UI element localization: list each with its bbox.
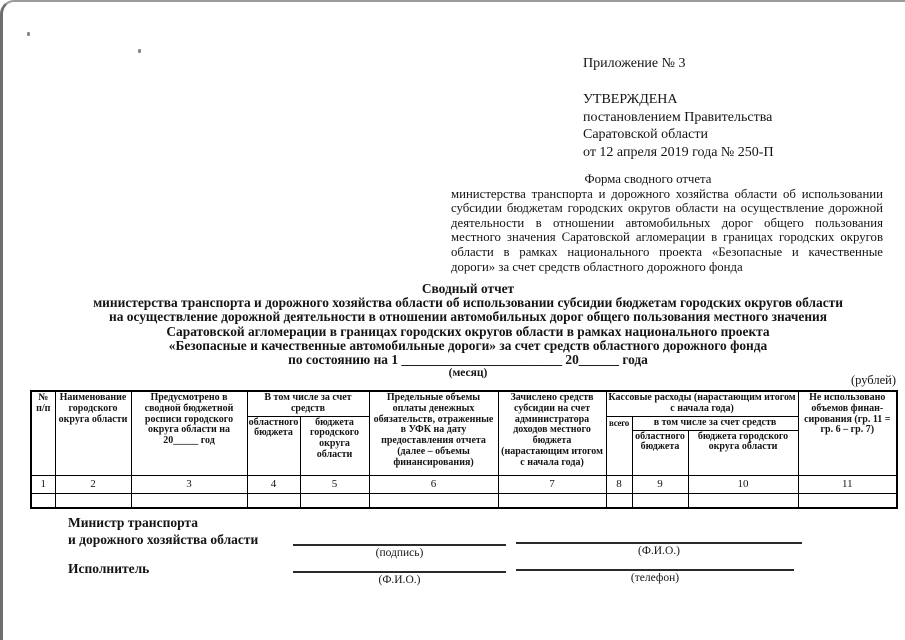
empty-cell [247,493,300,508]
col-header-credited: Зачислено средств субсидии на счет администратора доходов местного бюджета (нарастающим итогом с начала года) [498,391,606,475]
empty-cell [632,493,688,508]
report-title-line: на осуществление дорожной деятельности в отношении автомобильных дорог общего пользования местного значения [108,309,828,325]
approval-line: от 12 апреля 2019 года № 250-П [583,144,774,160]
report-table [30,390,898,509]
empty-cell [131,493,247,508]
report-title-line: Саратовской агломерации в границах городских округов области в рамках национального проекта [166,323,770,339]
approval-line: постановлением Правительства [583,109,773,125]
col-header-oblast-budget-2: областного бюджета [632,430,688,475]
empty-cell [606,493,632,508]
scan-speck [138,49,141,53]
column-numbering-row [31,475,897,493]
empty-cell [369,493,498,508]
signature-line-sign: (подпись) [293,544,506,559]
col-header-total: всего [606,416,632,475]
signature-line-fio-executor: (Ф.И.О.) [293,571,506,586]
col-header-provided: Предусмотрено в сводной бюджетной росписи городского округа области на 20_____ год [131,391,247,475]
col-number: 5 [300,475,369,493]
col-group-including-2: в том числе за счет средств [632,416,798,430]
col-header-num: № п/п [31,391,55,475]
col-group-including: В том числе за счет средств [247,391,369,416]
col-number: 10 [688,475,798,493]
empty-cell [300,493,369,508]
appendix-label: Приложение № 3 [583,56,686,71]
minister-signature-label [68,514,258,548]
col-number: 3 [131,475,247,493]
scan-speck [27,32,30,36]
report-title-line: министерства транспорта и дорожного хозяйства области об использовании субсидии бюджетам городских округов области [93,295,843,311]
minister-label-line: и дорожного хозяйства области [68,532,259,547]
form-note [451,172,883,274]
col-header-city-budget: бюджета городского округа области [300,416,369,475]
col-number: 1 [31,475,55,493]
col-number: 8 [606,475,632,493]
signature-line-fio-minister: (Ф.И.О.) [516,542,802,557]
col-group-cash-expenses: Кассовые расходы (нарастающим итогом с начала года) [606,391,798,416]
signature-line-phone: (телефон) [516,569,794,584]
col-header-city-budget-2: бюджета городского округа области [688,430,798,475]
units-note: (рублей) [850,373,896,387]
empty-cell [31,493,55,508]
form-note-title: Форма сводного отчета [584,172,712,186]
empty-cell [55,493,131,508]
col-number: 7 [498,475,606,493]
approval-title: УТВЕРЖДЕНА [583,92,678,107]
month-hint: (месяц) [448,367,488,380]
report-title-line: Сводный отчет [421,281,515,296]
col-number: 11 [798,475,897,493]
empty-cell [498,493,606,508]
executor-label: Исполнитель [68,561,150,576]
col-header-oblast-budget: областного бюджета [247,416,300,475]
table-header-row-1 [31,391,897,416]
approval-line: Саратовской области [583,127,708,142]
approval-block [583,91,774,161]
col-number: 9 [632,475,688,493]
report-date-line: по состоянию на 1 ________________________ 20______ года [288,352,648,368]
report-title [28,282,905,379]
col-number: 2 [55,475,131,493]
col-header-unused: Не использовано объемов финан-сирования (гр. 11 = гр. 6 – гр. 7) [798,391,897,475]
col-header-limits: Предельные объемы оплаты денежных обязательств, отраженные в УФК на дату предоставления отчета (далее – объемы финансирования) [369,391,498,475]
report-title-line: «Безопасные и качественные автомобильные дороги» за счет средств областного дорожного фонда [168,337,768,353]
empty-cell [688,493,798,508]
minister-label-line: Министр транспорта [68,515,198,530]
col-number: 6 [369,475,498,493]
col-number: 4 [247,475,300,493]
empty-cell [798,493,897,508]
form-note-body: министерства транспорта и дорожного хозяйства области об использовании субсидии бюджетам городских округов области на осуществление дорожной деятельности в отношении автомобильных дорог общего пользования местного значения Саратовской агломерации в границах городских округов области в рамках национального проекта «Безопасные и качественные дороги» за счет средств областного дорожного фонда [451,186,883,274]
empty-data-row [31,493,897,508]
col-header-name: Наименование городского округа области [55,391,131,475]
